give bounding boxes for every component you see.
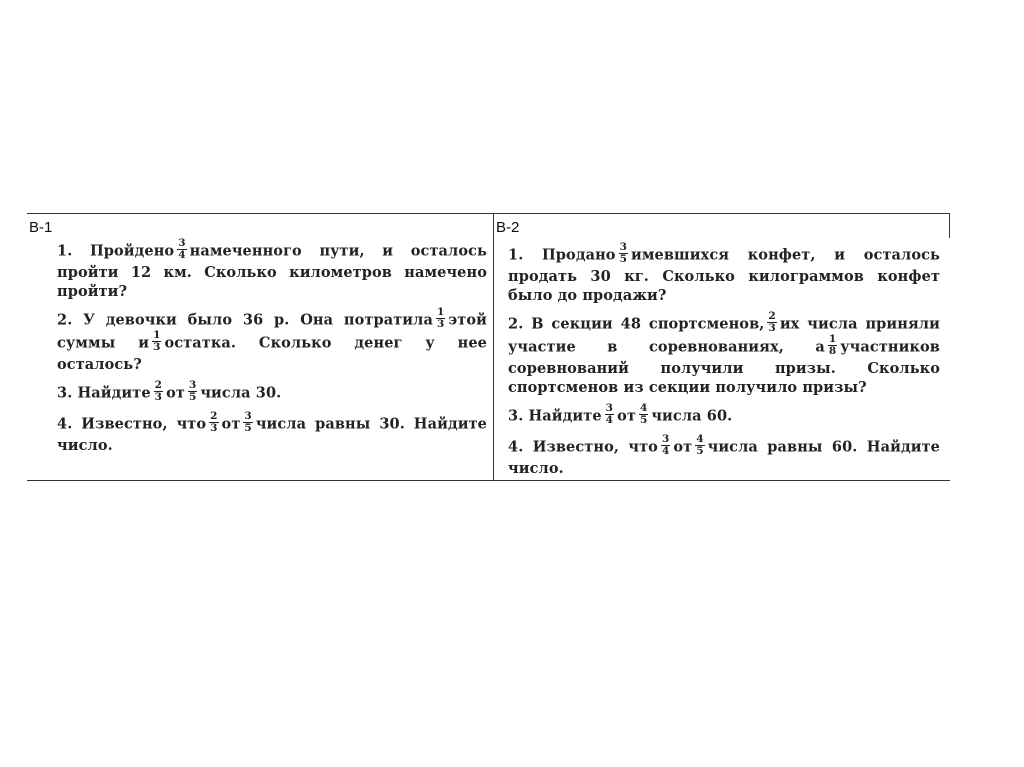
- fraction-numerator: 3: [244, 410, 252, 422]
- problem-2: [508, 310, 940, 397]
- problem-tail: числа 30.: [200, 384, 282, 402]
- fraction-denominator: 5: [244, 422, 252, 434]
- fraction-denominator: 5: [639, 414, 648, 426]
- problem-lead: 1. Пройдено: [57, 242, 175, 260]
- fraction-numerator: 1: [153, 329, 161, 341]
- variant-2-problems: [508, 241, 940, 486]
- fraction-numerator: 2: [768, 310, 776, 322]
- variant-1-problems: [57, 237, 488, 463]
- fraction-numerator: 4: [639, 402, 648, 414]
- fraction-denominator: 3: [768, 322, 776, 334]
- problem-2: [57, 306, 488, 374]
- problem-lead: 3. Найдите: [508, 407, 602, 425]
- problem-4: [508, 433, 940, 478]
- fraction: [828, 334, 837, 357]
- problem-tail: числа равны 60. Найдите число.: [508, 438, 940, 477]
- fraction-denominator: 8: [828, 345, 837, 357]
- fraction-numerator: 3: [178, 237, 186, 249]
- fraction-denominator: 4: [605, 414, 614, 426]
- fraction-denominator: 3: [436, 318, 445, 330]
- problem-lead: 1. Продано: [508, 246, 616, 264]
- problem-mid: от: [673, 438, 693, 456]
- fraction-numerator: 3: [605, 402, 614, 414]
- fraction: [177, 238, 186, 261]
- variants-table: [27, 213, 950, 481]
- fraction-numerator: 3: [619, 241, 627, 253]
- fraction-denominator: 4: [661, 445, 670, 457]
- variant-2-column: [494, 214, 950, 480]
- fraction: [154, 380, 163, 403]
- fraction-numerator: 1: [828, 333, 837, 345]
- fraction-numerator: 4: [696, 433, 704, 445]
- problem-lead: 2. У девочки было 36 р. Она потратила: [57, 311, 433, 329]
- fraction-numerator: 2: [154, 379, 163, 391]
- fraction: [639, 403, 648, 426]
- fraction: [152, 330, 161, 353]
- problem-3: [57, 379, 487, 405]
- problem-lead: 2. В секции 48 спортсменов,: [508, 315, 765, 333]
- problem-1: [57, 237, 487, 301]
- fraction-numerator: 3: [188, 379, 197, 391]
- fraction-numerator: 1: [436, 306, 445, 318]
- fraction: [243, 411, 252, 434]
- fraction-denominator: 3: [210, 422, 218, 434]
- problem-tail: остатка. Сколько денег у нее осталось?: [57, 334, 488, 373]
- fraction-denominator: 3: [153, 341, 161, 353]
- fraction: [188, 380, 197, 403]
- problem-tail: намеченного пути, и осталось пройти 12 км. Сколько километров намечено пройти?: [57, 242, 487, 300]
- fraction-denominator: 3: [154, 391, 163, 403]
- problem-mid: от: [166, 384, 185, 402]
- variant-1-column: [27, 214, 493, 480]
- fraction-denominator: 5: [696, 445, 704, 457]
- fraction-numerator: 2: [210, 410, 218, 422]
- fraction: [619, 242, 628, 265]
- problem-lead: 3. Найдите: [57, 384, 151, 402]
- problem-lead: 4. Известно, что: [508, 438, 658, 456]
- fraction-denominator: 5: [619, 253, 627, 265]
- fraction: [661, 434, 670, 457]
- fraction: [436, 307, 445, 330]
- problem-mid: от: [221, 415, 241, 433]
- variant-2-label: В-2: [496, 219, 520, 236]
- problem-tail: числа равны 30. Найдите число.: [57, 415, 487, 454]
- problem-1: [508, 241, 940, 305]
- problem-tail: участников соревнований получили призы. Сколько спортсменов из секции получило призы?: [508, 338, 940, 396]
- fraction-numerator: 3: [661, 433, 670, 445]
- problem-mid: их числа приняли участие в соревнованиях, а: [508, 315, 940, 356]
- problem-mid: этой суммы и: [57, 311, 487, 352]
- problem-lead: 4. Известно, что: [57, 415, 207, 433]
- problem-3: [508, 402, 940, 428]
- problem-mid: от: [617, 407, 636, 425]
- problem-tail: имевшихся конфет, и осталось продать 30 кг. Сколько килограммов конфет было до продажи?: [508, 246, 940, 304]
- fraction: [605, 403, 614, 426]
- fraction-denominator: 4: [178, 249, 186, 261]
- fraction: [767, 311, 776, 334]
- variant-1-label: В-1: [29, 219, 53, 236]
- problem-4: [57, 410, 487, 455]
- fraction: [209, 411, 218, 434]
- fraction: [695, 434, 704, 457]
- fraction-denominator: 5: [188, 391, 197, 403]
- problem-tail: числа 60.: [651, 407, 733, 425]
